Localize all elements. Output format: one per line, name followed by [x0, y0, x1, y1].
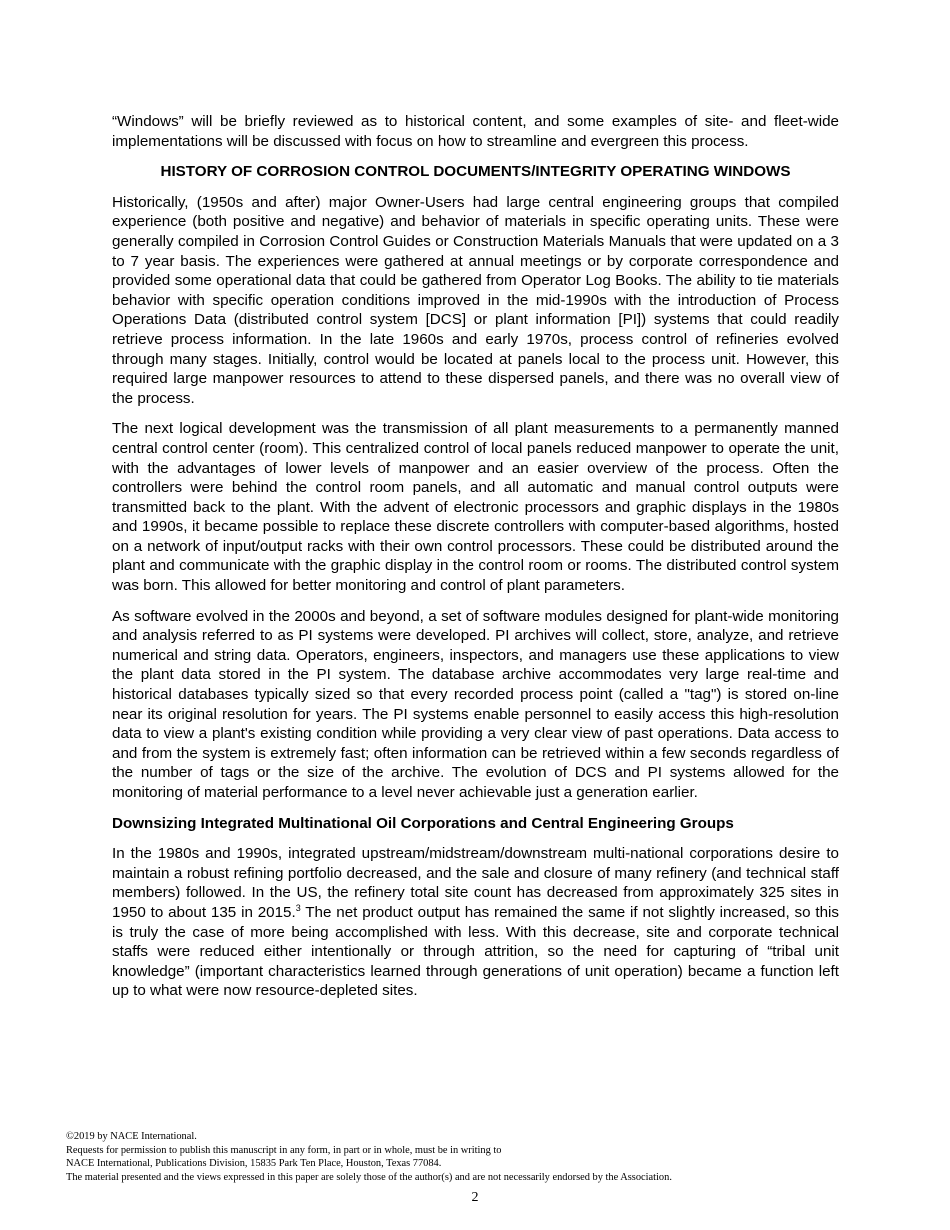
- downsizing-text-part-1: In the 1980s and 1990s, integrated upstream/midstream/downstream multi-national corporations desire to maintain a robust refining portfolio decreased, and the sale and closure of many refinery (and technical staff members) followed. In the US, the refinery total site count has decreased from approximately 325 sites in 1950 to about 135 in 2015.: [112, 845, 839, 921]
- paragraph-history-1: Historically, (1950s and after) major Owner-Users had large central engineering groups that compiled experience (both positive and negative) and behavior of materials in specific operating units. These were generally compiled in Corrosion Control Guides or Construction Materials Manuals that were updated on a 3 to 7 year basis. The experiences were gathered at annual meetings or by corporate correspondence and provided some operational data that could be gathered from Operator Log Books. The ability to tie materials behavior with specific operation conditions improved in the mid-1990s with the introduction of Process Operations Data (distributed control system [DCS] or plant information [PI]) systems that could readily retrieve process information. In the late 1960s and early 1970s, process control of refineries evolved through many stages. Initially, control would be located at panels local to the process unit. However, this required large manpower resources to attend to these dispersed panels, and there was no overall view of the process.: [112, 193, 839, 407]
- paragraph-history-2: The next logical development was the transmission of all plant measurements to a permanently manned central control center (room). This centralized control of local panels reduced manpower to operate the unit, with the advantages of lower levels of manpower and an easier overview of the process. Often the controllers were behind the control room panels, and all automatic and manual control outputs were transmitted back to the plant. With the advent of electronic processors and graphic displays in the 1980s and 1990s, it became possible to replace these discrete controllers with computer-based algorithms, hosted on a network of input/output racks with their own control processors. These could be distributed around the plant and communicate with the graphic display in the control room or rooms. The distributed control system was born. This allowed for better monitoring and control of plant parameters.: [112, 420, 839, 595]
- page-number: 2: [471, 1190, 479, 1205]
- footer-address: NACE International, Publications Division, 15835 Park Ten Place, Houston, Texas 77084.: [66, 1158, 442, 1170]
- paragraph-history-3: As software evolved in the 2000s and beyond, a set of software modules designed for plant-wide monitoring and analysis referred to as PI systems were developed. PI archives will collect, store, analyze, and retrieve numerical and string data. Operators, engineers, inspectors, and managers use these applications to view the plant data stored in the PI system. The database archive accommodates very large real-time and historical databases typically sized so that every recorded process point (called a "tag") is stored on-line near its original resolution for years. The PI systems enable personnel to easily access this high-resolution data to view a plant's existing condition while providing a very clear view of past operations. Data access to and from the system is extremely fast; often information can be retrieved within a few seconds regardless of the number of tags or the size of the archive. The evolution of DCS and PI systems allowed for the monitoring of material performance to a level never achievable just a generation earlier.: [112, 607, 839, 801]
- copyright-footer: [66, 1130, 886, 1184]
- subsection-heading-downsizing: Downsizing Integrated Multinational Oil Corporations and Central Engineering Groups: [112, 814, 734, 832]
- footer-disclaimer: The material presented and the views expressed in this paper are solely those of the author(s) and are not necessarily endorsed by the Association.: [66, 1171, 672, 1183]
- section-heading-history: HISTORY OF CORROSION CONTROL DOCUMENTS/INTEGRITY OPERATING WINDOWS: [160, 163, 791, 181]
- footer-permission: Requests for permission to publish this manuscript in any form, in part or in whole, must be in writing to: [66, 1144, 502, 1156]
- reference-superscript: 3: [295, 902, 301, 913]
- footer-copyright: ©2019 by NACE International.: [66, 1131, 197, 1142]
- paragraph-intro-continuation: “Windows” will be briefly reviewed as to historical content, and some examples of site- and fleet-wide implementations will be discussed with focus on how to streamline and evergreen this process.: [112, 113, 839, 150]
- downsizing-text-part-2: The net product output has remained the same if not slightly increased, so this is truly the case of more being accomplished with less. With this decrease, site and corporate technical staffs were reduced either intentionally or through attrition, so the need for capturing of “tribal unit knowledge” (important characteristics learned through generations of unit operation) became a function left up to what were now resource-depleted sites.: [112, 903, 839, 1000]
- paragraph-downsizing: [112, 844, 839, 1001]
- body-text: [112, 112, 839, 1012]
